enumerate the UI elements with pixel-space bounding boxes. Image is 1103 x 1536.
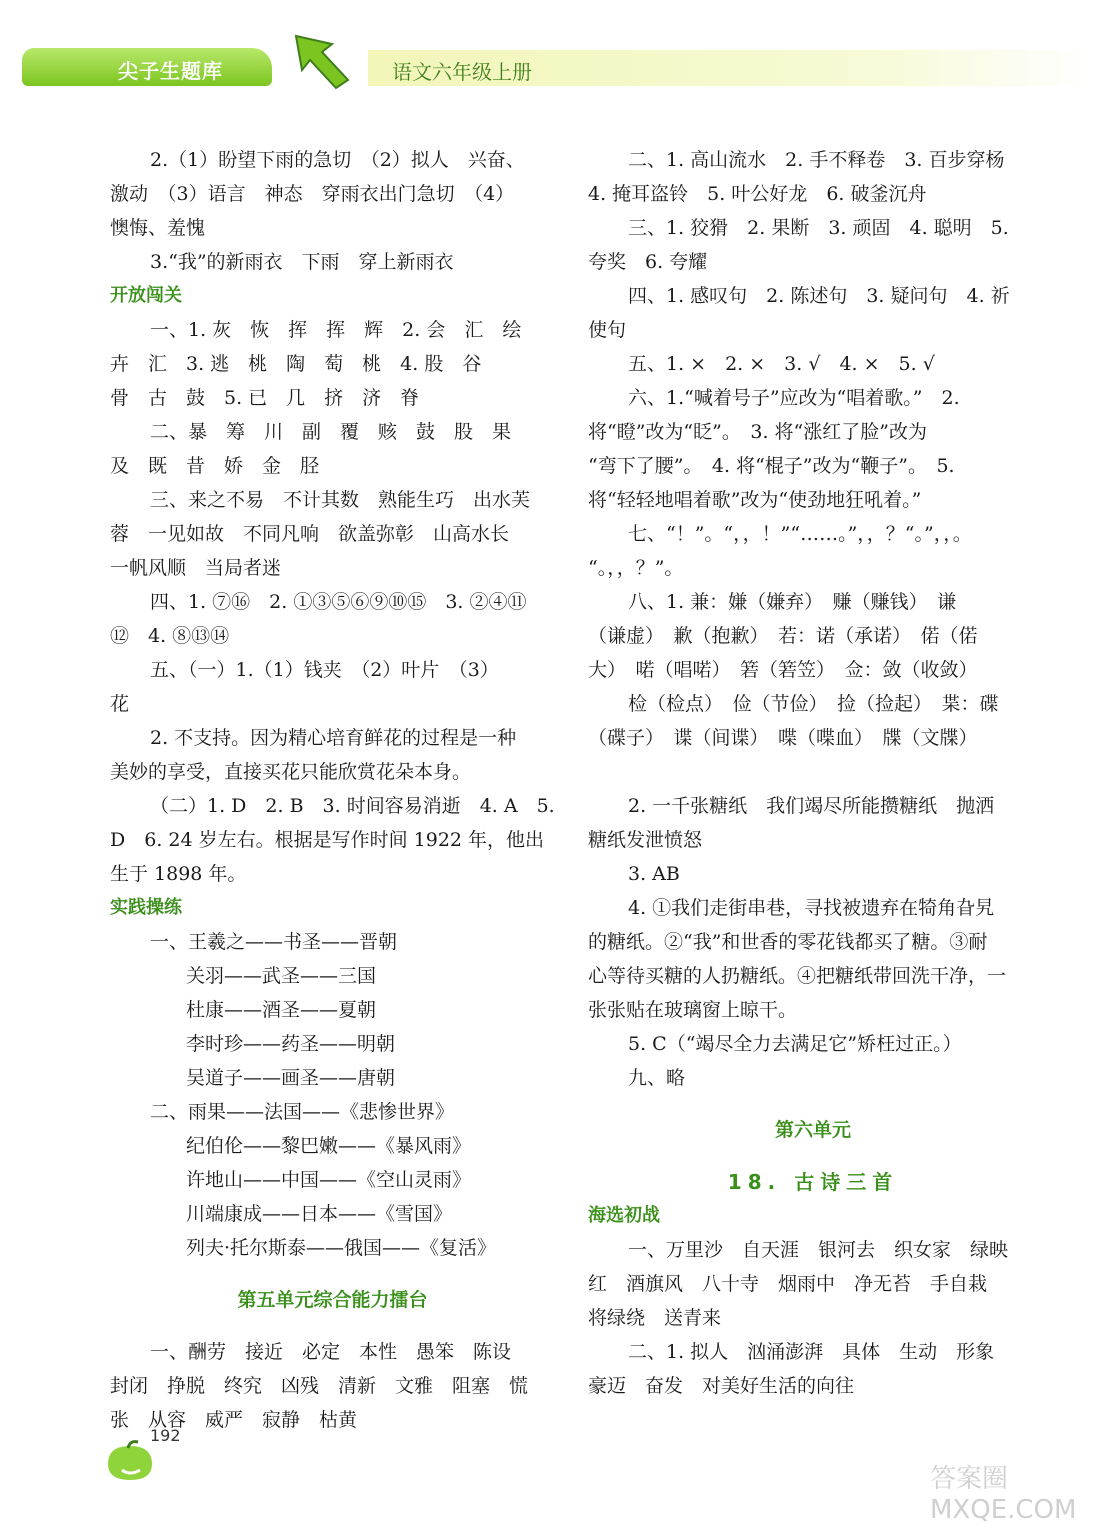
- up-arrow-icon: [292, 34, 352, 90]
- answer-line: 生于 1898 年。: [110, 863, 247, 885]
- answer-line: 花: [110, 693, 130, 715]
- answer-line: 的糖纸。②“我”和世香的零花钱都买了糖。③耐: [588, 931, 988, 953]
- answer-line: 2.（1）盼望下雨的急切 （2）拟人 兴奋、: [150, 149, 525, 171]
- answer-line: 心等待买糖的人扔糖纸。④把糖纸带回洗干净，一: [588, 965, 1007, 987]
- answer-line: 二、1. 高山流水 2. 手不释卷 3. 百步穿杨: [628, 149, 1005, 171]
- answer-line: 张张贴在玻璃窗上晾干。: [588, 999, 798, 1021]
- answer-line: 豪迈 奋发 对美好生活的向往: [588, 1375, 855, 1397]
- answer-line: 检（检点） 俭（节俭） 捡（捡起） 枼：碟: [628, 693, 999, 715]
- answer-line: 一、王羲之——书圣——晋朝: [150, 931, 398, 953]
- section-heading: 18. 古诗三首: [727, 1170, 899, 1194]
- left-column: [110, 143, 555, 1437]
- answer-line: 2. 一千张糖纸 我们竭尽所能攒糖纸 抛洒: [628, 795, 995, 817]
- answer-line: 激动 （3）语言 神态 穿雨衣出门急切 （4）: [110, 183, 515, 205]
- answer-line: 及 既 昔 娇 金 胫: [110, 455, 320, 477]
- brand-tab: [22, 48, 272, 86]
- answer-line: 一、万里沙 自天涯 银河去 织女家 绿映: [628, 1239, 1009, 1261]
- answer-line: 将“瞪”改为“眨”。 3. 将“涨红了脸”改为: [588, 421, 927, 443]
- right-column: [588, 143, 1038, 1403]
- apple-logo-icon: [100, 1440, 160, 1486]
- answer-line: 二、雨果——法国——《悲惨世界》: [150, 1101, 455, 1123]
- answer-line: 三、1. 狡猾 2. 果断 3. 顽固 4. 聪明 5.: [628, 217, 1009, 239]
- answer-line: 将绿绕 送青来: [588, 1307, 722, 1329]
- answer-line: 五、1. × 2. × 3. √ 4. × 5. √: [628, 353, 935, 375]
- answer-line: 张 从容 威严 寂静 枯黄: [110, 1409, 358, 1431]
- answer-line: 美妙的享受，直接买花只能欣赏花朵本身。: [110, 761, 472, 783]
- answer-line: 骨 古 鼓 5. 已 几 挤 济 脊: [110, 387, 420, 409]
- answer-line: 四、1. ⑦⑯ 2. ①③⑤⑥⑨⑩⑮ 3. ②④⑪: [150, 591, 527, 613]
- answer-line: 五、（一）1.（1）钱夹 （2）叶片 （3）: [150, 659, 499, 681]
- answer-line: 川端康成——日本——《雪国》: [186, 1203, 453, 1225]
- section-heading: 开放闯关: [110, 285, 182, 306]
- answer-line: 二、1. 拟人 汹涌澎湃 具体 生动 形象: [628, 1341, 995, 1363]
- answer-line: 蓉 一见如故 不同凡响 欲盖弥彰 山高水长: [110, 523, 510, 545]
- answer-line: 2. 不支持。因为精心培育鲜花的过程是一种: [150, 727, 517, 749]
- answer-line: （二）1. D 2. B 3. 时间容易消逝 4. A 5.: [150, 795, 555, 817]
- answer-line: 一、1. 灰 恢 挥 挥 辉 2. 会 汇 绘: [150, 319, 522, 341]
- answer-line: 七、“！”。“，，！”“……。”，，？“。”，，。: [628, 523, 972, 545]
- answer-line: 4. 掩耳盗铃 5. 叶公好龙 6. 破釜沉舟: [588, 183, 927, 205]
- answer-line: （谦虚） 歉（抱歉） 若：诺（承诺） 偌（偌: [588, 625, 978, 647]
- answer-line: 封闭 挣脱 终究 凶残 清新 文雅 阻塞 慌: [110, 1375, 529, 1397]
- answer-line: 卉 汇 3. 逃 桃 陶 萄 桃 4. 股 谷: [110, 353, 482, 375]
- answer-line: 3.“我”的新雨衣 下雨 穿上新雨衣: [150, 251, 454, 273]
- answer-line: 5. C（“竭尽全力去满足它”矫枉过正。）: [628, 1033, 962, 1055]
- answer-line: 吴道子——画圣——唐朝: [186, 1067, 396, 1089]
- answer-line: 糖纸发泄愤怒: [588, 829, 703, 851]
- answer-line: 李时珍——药圣——明朝: [186, 1033, 396, 1055]
- answer-line: [588, 1147, 1038, 1165]
- answer-line: 列夫·托尔斯泰——俄国——《复活》: [186, 1237, 497, 1259]
- answer-line: 纪伯伦——黎巴嫩——《暴风雨》: [186, 1135, 472, 1157]
- answer-line: 懊悔、羞愧: [110, 217, 206, 239]
- answer-line: 许地山——中国——《空山灵雨》: [186, 1169, 472, 1191]
- answer-line: 八、1. 兼：嫌（嫌弃） 赚（赚钱） 谦: [628, 591, 957, 613]
- answer-line: 一帆风顺 当局者迷: [110, 557, 282, 579]
- answer-line: （碟子） 谍（间谍） 喋（喋血） 牒（文牒）: [588, 727, 978, 749]
- page-number: 192: [150, 1426, 181, 1445]
- section-heading: 第五单元综合能力擂台: [237, 1289, 428, 1311]
- answer-line: D 6. 24 岁左右。根据是写作时间 1922 年，他出: [110, 829, 545, 851]
- section-heading: 实践操练: [110, 897, 182, 918]
- answer-line: [588, 1095, 1038, 1113]
- section-heading: 海选初战: [588, 1205, 660, 1226]
- answer-line: 三、来之不易 不计其数 熟能生巧 出水芙: [150, 489, 531, 511]
- answer-line: “。，，？”。: [588, 557, 684, 579]
- watermark-text: 答案圈 MXQE.COM: [930, 1464, 1077, 1525]
- answer-line: 六、1.“喊着号子”应改为“唱着歌。” 2.: [628, 387, 960, 409]
- book-title-band: [368, 50, 1090, 86]
- answer-line: 使句: [588, 319, 627, 341]
- answer-line: ⑫ 4. ⑧⑬⑭: [110, 625, 230, 647]
- answer-line: “弯下了腰”。 4. 将“棍子”改为“鞭子”。 5.: [588, 455, 955, 477]
- answer-line: 二、暴 筹 川 副 覆 赅 鼓 股 果: [150, 421, 512, 443]
- answer-line: 红 酒旗风 八十寺 烟雨中 净无苔 手自栽: [588, 1273, 988, 1295]
- answer-line: 杜康——酒圣——夏朝: [186, 999, 377, 1021]
- brand-label: 尖子生题库: [118, 59, 223, 83]
- answer-line: 3. AB: [628, 863, 680, 885]
- answer-line: [588, 755, 1038, 789]
- book-title: 语文六年级上册: [392, 60, 532, 84]
- answer-line: 关羽——武圣——三国: [186, 965, 377, 987]
- answer-line: 九、略: [628, 1067, 686, 1089]
- answer-line: 将“轻轻地唱着歌”改为“使劲地狂吼着。”: [588, 489, 922, 511]
- answer-line: 4. ①我们走街串巷，寻找被遗弃在犄角旮旯: [628, 897, 995, 919]
- answer-line: 一、酬劳 接近 必定 本性 愚笨 陈设: [150, 1341, 512, 1363]
- answer-line: 夸奖 6. 夸耀: [588, 251, 708, 273]
- answer-line: 四、1. 感叹句 2. 陈述句 3. 疑问句 4. 祈: [628, 285, 1010, 307]
- answer-line: [110, 1265, 555, 1283]
- answer-line: 大） 喏（唱喏） 箬（箬笠） 佥：敛（收敛）: [588, 659, 978, 681]
- answer-line: [110, 1317, 555, 1335]
- section-heading: 第六单元: [774, 1119, 851, 1141]
